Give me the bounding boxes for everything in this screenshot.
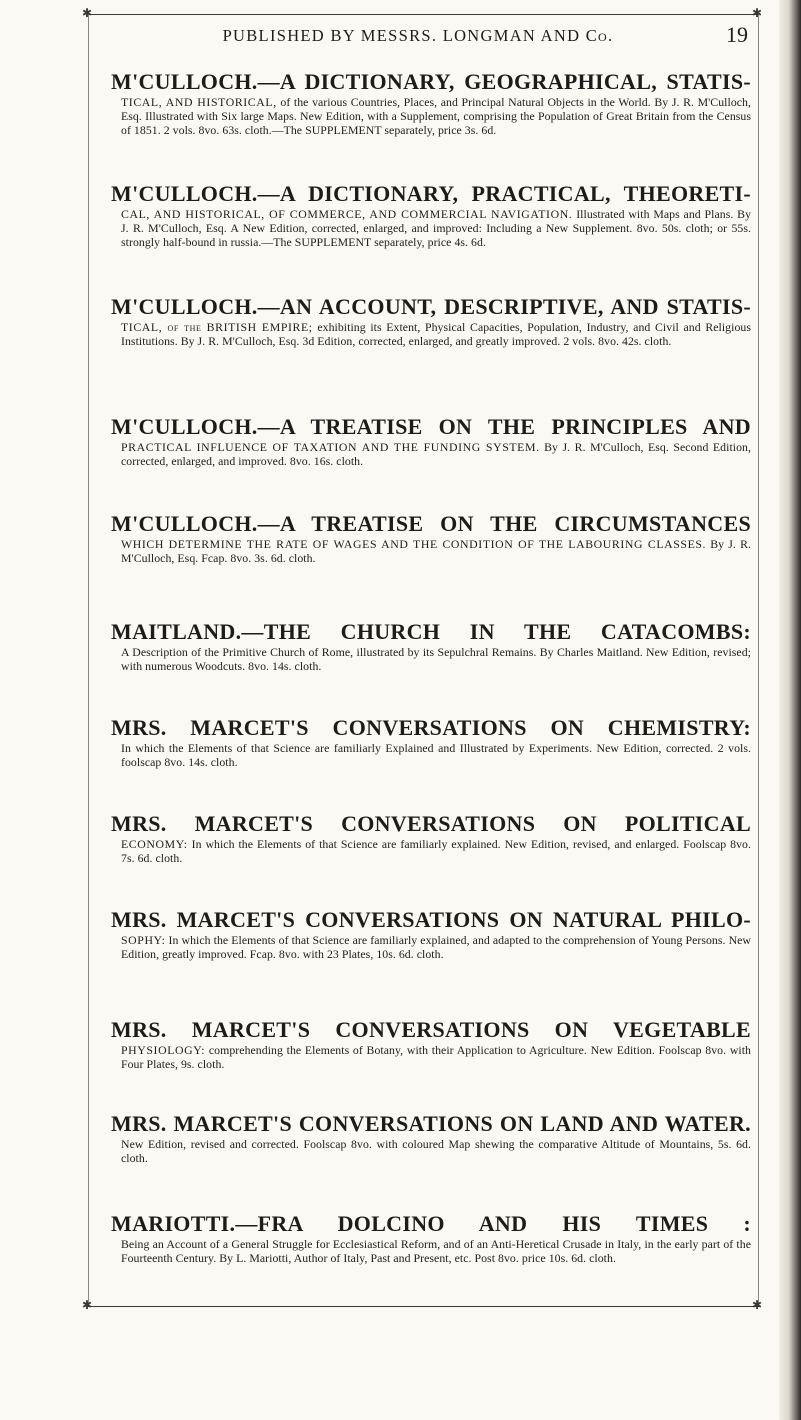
catalogue-entry (111, 812, 751, 865)
catalogue-entry (111, 1018, 751, 1071)
entry-description (121, 1137, 751, 1165)
left-border-rule (88, 14, 89, 1306)
entry-text: By J. R. M'Culloch, Esq. Second Edition, corrected, enlarged, and improved. 8vo. 16s. cloth. (121, 440, 752, 468)
entry-title: MRS. MARCET'S CONVERSATIONS ON NATURAL PHILO- (111, 907, 751, 932)
catalogue-entry (111, 620, 751, 673)
entry-title: MAITLAND.—THE CHURCH IN THE CATACOMBS: (111, 619, 751, 644)
entry-description (121, 1237, 751, 1265)
entry-subtitle: PHYSIOLOGY: (121, 1043, 206, 1057)
entry-text: In which the Elements of that Science are familiarly Explained and Illustrated by Experiments. New Edition, corrected. 2 vols. foolscap 8vo. 14s. cloth. (121, 741, 751, 769)
entry-title: M'CULLOCH.—A TREATISE ON THE CIRCUMSTANCES (111, 511, 751, 536)
entry-title: M'CULLOCH.—A DICTIONARY, PRACTICAL, THEORETI- (111, 181, 751, 206)
catalogue-entry (111, 1112, 751, 1165)
corner-ornament-icon: ✱ (82, 6, 93, 20)
entry-description (121, 440, 751, 468)
entry-title: MRS. MARCET'S CONVERSATIONS ON CHEMISTRY: (111, 715, 751, 740)
entry-subtitle: SOPHY: (121, 933, 166, 947)
entry-subtitle: TICAL, AND HISTORICAL, (121, 95, 277, 109)
running-head (118, 22, 748, 52)
entry-title: M'CULLOCH.—A TREATISE ON THE PRINCIPLES AND (111, 414, 751, 439)
corner-ornament-icon: ✱ (752, 1298, 763, 1312)
entry-title: M'CULLOCH.—AN ACCOUNT, DESCRIPTIVE, AND STATIS- (111, 294, 751, 319)
catalogue-entry (111, 908, 751, 961)
entry-text: Being an Account of a General Struggle for Ecclesiastical Reform, and of an Anti-Heretical Crusade in Italy, in the early part of the Fourteenth Century. By L. Mariotti, Author of Italy, Past and Present, etc. Post 8vo. price 10s. 6d. cloth. (121, 1237, 751, 1265)
publisher-line: PUBLISHED BY MESSRS. LONGMAN AND Co. (222, 26, 614, 45)
catalogue-entry (111, 415, 751, 468)
entry-description (121, 1043, 751, 1071)
page-spine-shadow (779, 0, 801, 1420)
entry-text: New Edition, revised and corrected. Foolscap 8vo. with coloured Map shewing the comparative Altitude of Mountains, 5s. 6d. cloth. (121, 1137, 751, 1165)
entry-text: exhibiting its Extent, Physical Capacities, Population, Industry, and Civil and Religious Institutions. By J. R. M'Culloch, Esq. 3d Edition, corrected, enlarged, and greatly improved. 2 vols. 8vo. 42s. cloth. (121, 320, 751, 348)
entry-title: MARIOTTI.—FRA DOLCINO AND HIS TIMES : (111, 1211, 751, 1236)
top-border-rule (88, 14, 760, 15)
catalogue-entry (111, 295, 751, 348)
catalogue-entry (111, 512, 751, 565)
catalogue-entry (111, 182, 751, 249)
entry-description (121, 95, 751, 137)
entry-description (121, 837, 751, 865)
entry-subtitle: PRACTICAL INFLUENCE OF TAXATION AND THE FUNDING SYSTEM. (121, 440, 540, 454)
entry-text: In which the Elements of that Science are familiarly explained, and adapted to the comprehension of Young Persons. New Edition, greatly improved. Fcap. 8vo. with 23 Plates, 10s. 6d. cloth. (121, 933, 752, 961)
entry-text: comprehending the Elements of Botany, with their Application to Agriculture. New Edition. Foolscap 8vo. with Four Plates, 9s. cloth. (121, 1043, 752, 1071)
entry-text: of the various Countries, Places, and Principal Natural Objects in the World. By J. R. M'Culloch, Esq. Illustrated with Six large Maps. New Edition, with a Supplement, comprising the Population of Great Britain from the Census of 1851. 2 vols. 8vo. 63s. cloth.—The SUPPLEMENT separately, price 3s. 6d. (121, 95, 752, 137)
entry-title: MRS. MARCET'S CONVERSATIONS ON LAND AND WATER. (111, 1111, 751, 1136)
corner-ornament-icon: ✱ (752, 6, 763, 20)
entry-text: A Description of the Primitive Church of Rome, illustrated by its Sepulchral Remains. By Charles Maitland. New Edition, revised; with numerous Woodcuts. 8vo. 14s. cloth. (121, 645, 751, 673)
entry-description (121, 741, 751, 769)
entry-text: Illustrated with Maps and Plans. By J. R. M'Culloch, Esq. A New Edition, corrected, enlarged, and improved: Including a New Supplement. 8vo. 50s. cloth; or 55s. strongly half-bound in russia.—The SUPPLEMENT separately, price 4s. 6d. (121, 207, 752, 249)
entry-description (121, 933, 751, 961)
entry-subtitle: ECONOMY: (121, 837, 188, 851)
entry-subtitle: CAL, AND HISTORICAL, OF COMMERCE, AND COMMERCIAL NAVIGATION. (121, 207, 573, 221)
entry-description (121, 207, 751, 249)
entry-description (121, 320, 751, 348)
entry-description (121, 537, 751, 565)
catalogue-entry (111, 716, 751, 769)
right-border-rule (758, 14, 759, 1306)
catalogue-entry (111, 70, 751, 137)
corner-ornament-icon: ✱ (82, 1298, 93, 1312)
entry-text: In which the Elements of that Science are familiarly explained. New Edition, revised, and enlarged. Foolscap 8vo. 7s. 6d. cloth. (121, 837, 751, 865)
entry-title: MRS. MARCET'S CONVERSATIONS ON POLITICAL (111, 811, 751, 836)
entry-subtitle: WHICH DETERMINE THE RATE OF WAGES AND THE CONDITION OF THE LABOURING CLASSES. (121, 537, 707, 551)
entry-title: M'CULLOCH.—A DICTIONARY, GEOGRAPHICAL, STATIS- (111, 69, 751, 94)
bottom-border-rule (88, 1306, 760, 1307)
entry-title: MRS. MARCET'S CONVERSATIONS ON VEGETABLE (111, 1017, 751, 1042)
entry-description (121, 645, 751, 673)
catalogue-entry (111, 1212, 751, 1265)
entry-subtitle: TICAL, of the BRITISH EMPIRE; (121, 320, 313, 334)
page-number: 19 (726, 22, 748, 47)
entry-text: By J. R. M'Culloch, Esq. Fcap. 8vo. 3s. 6d. cloth. (121, 537, 751, 565)
